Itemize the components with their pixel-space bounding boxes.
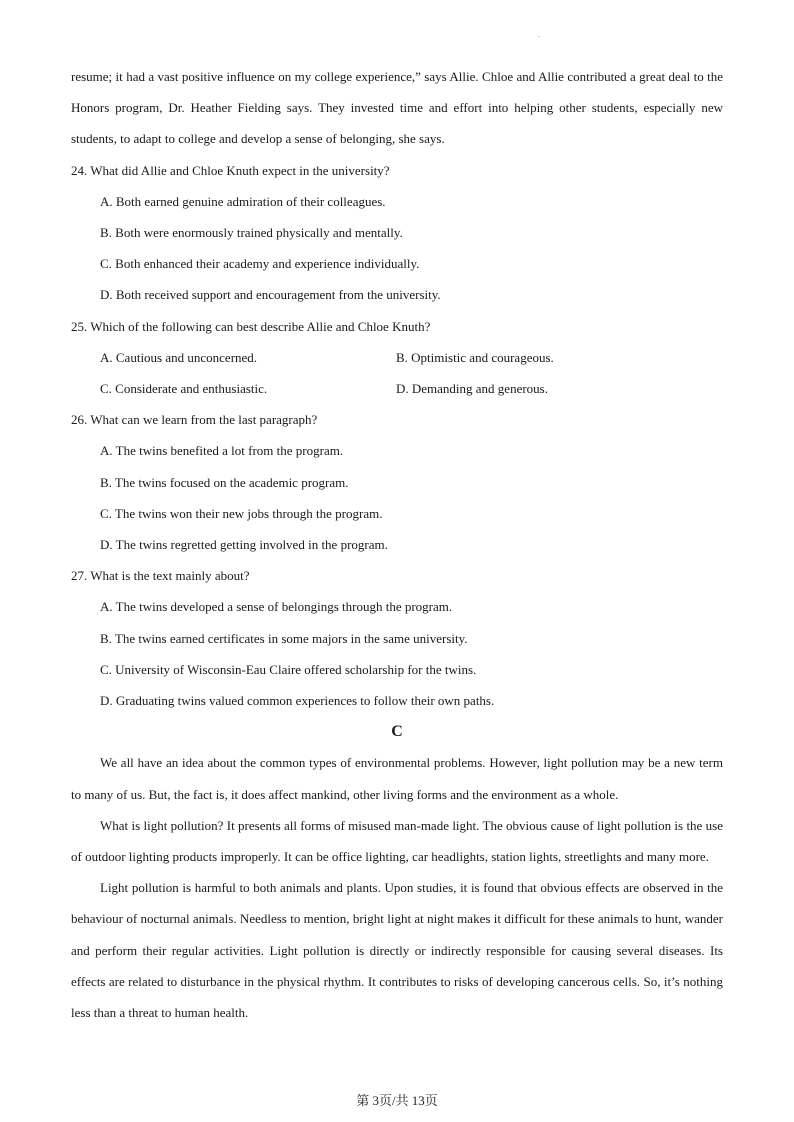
question-24 <box>71 155 723 311</box>
question-27 <box>71 560 723 716</box>
question-stem: 27. What is the text mainly about? <box>71 568 250 584</box>
option-c: C. The twins won their new jobs through the program. <box>100 505 383 521</box>
continuation-paragraph: resume; it had a vast positive influence on my college experience,” says Allie. Chloe and Allie contributed a great deal to the Honors program, Dr. Heather Fielding says. They invested time and effort into helping other students, especially new students, to adapt to college and develop a sense of belonging, she says. <box>71 69 723 147</box>
page-content <box>71 61 723 1028</box>
option-b: B. Optimistic and courageous. <box>396 349 554 365</box>
option-b: B. Both were enormously trained physically and mentally. <box>100 225 403 241</box>
passage-paragraph: Light pollution is harmful to both animals and plants. Upon studies, it is found that obvious effects are observed in the behaviour of nocturnal animals. Needless to mention, bright light at night makes it difficult for these animals to hunt, wander and perform their regular activities. Light pollution is directly or indirectly responsible for causing several diseases. Its effects are related to disturbance in the physical rhythm. It contributes to risks of developing cancerous cells. So, it’s nothing less than a threat to human health. <box>71 880 723 1021</box>
option-d: D. Demanding and generous. <box>396 381 548 397</box>
option-row <box>71 342 723 373</box>
option-b: B. The twins earned certificates in some majors in the same university. <box>100 630 468 646</box>
option-a: A. The twins benefited a lot from the program. <box>100 443 344 459</box>
option-c: C. Both enhanced their academy and experience individually. <box>100 256 420 272</box>
page-footer: 第 3页/共 13页 <box>356 1093 438 1108</box>
option-b: B. The twins focused on the academic program. <box>100 474 349 490</box>
option-d: D. Both received support and encouragement from the university. <box>100 287 441 303</box>
option-c: C. Considerate and enthusiastic. <box>100 381 268 397</box>
option-a: A. Cautious and unconcerned. <box>100 349 258 365</box>
question-25 <box>71 311 723 405</box>
option-a: A. Both earned genuine admiration of their colleagues. <box>100 193 386 209</box>
top-mark: . <box>538 30 540 39</box>
option-d: D. Graduating twins valued common experiences to follow their own paths. <box>100 693 495 709</box>
question-stem: 26. What can we learn from the last paragraph? <box>71 412 318 428</box>
passage-paragraph: What is light pollution? It presents all forms of misused man-made light. The obvious cause of light pollution is the use of outdoor lighting products improperly. It can be office lighting, car headlights, station lights, streetlights and many more. <box>71 817 723 865</box>
passage-paragraph: We all have an idea about the common types of environmental problems. However, light pollution may be a new term to many of us. But, the fact is, it does affect mankind, other living forms and the environment as a whole. <box>71 755 723 802</box>
question-stem: 24. What did Allie and Chloe Knuth expect in the university? <box>71 162 390 178</box>
question-stem: 25. Which of the following can best describe Allie and Chloe Knuth? <box>71 318 431 334</box>
option-d: D. The twins regretted getting involved in the program. <box>100 537 388 553</box>
option-c: C. University of Wisconsin-Eau Claire offered scholarship for the twins. <box>100 661 477 677</box>
option-row <box>71 373 723 404</box>
section-heading: C <box>391 723 403 741</box>
option-a: A. The twins developed a sense of belongings through the program. <box>100 599 453 615</box>
question-26 <box>71 404 723 560</box>
